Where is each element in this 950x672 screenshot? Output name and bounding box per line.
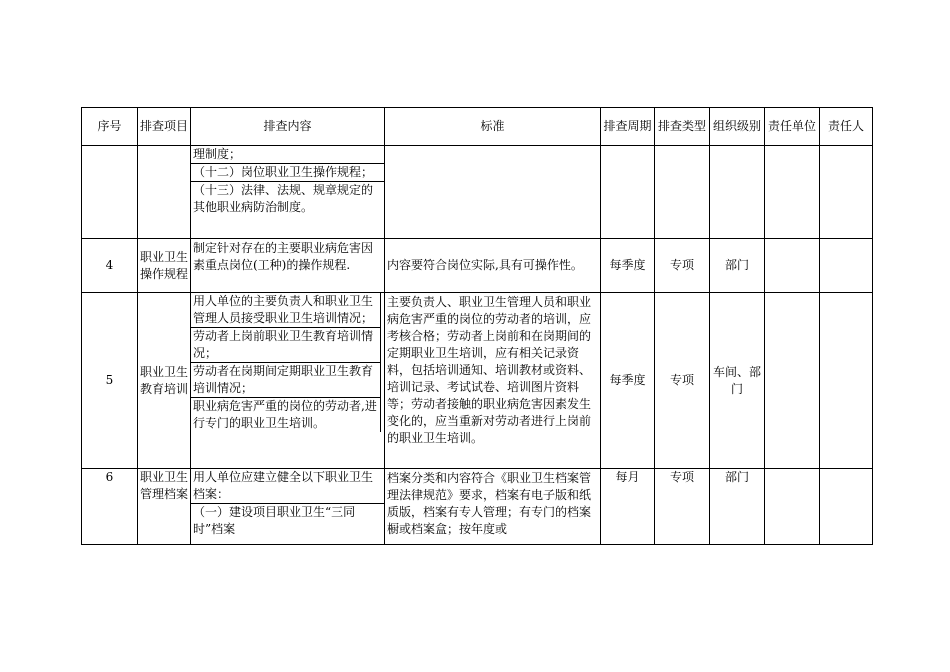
content-item: 劳动者在岗期间定期职业卫生教育培训情况； [191, 363, 381, 398]
cell-content: 制定针对存在的主要职业病危害因素重点岗位(工种)的操作规程. [191, 239, 385, 293]
cell-level: 部门 [710, 469, 765, 545]
content-item: 用人单位应建立健全以下职业卫生档案： [191, 469, 384, 504]
cell-cycle: 每季度 [601, 239, 655, 293]
header-content: 排查内容 [191, 108, 385, 146]
cell-standard: 档案分类和内容符合《职业卫生档案管理法律规范》要求，档案有电子版和纸质版，档案有专人管理；有专门的档案橱或档案盒；按年度或 [385, 469, 601, 545]
inspection-table-page [81, 107, 872, 545]
cell-item: 职业卫生管理档案 [138, 469, 191, 545]
content-item: 职业病危害严重的岗位的劳动者,进行专门的职业卫生培训。 [191, 398, 381, 432]
cell-level: 车间、部门 [710, 293, 765, 469]
table-row-4 [82, 239, 873, 293]
header-unit: 责任单位 [765, 108, 820, 146]
content-item: （十二）岗位职业卫生操作规程； [191, 164, 384, 182]
header-seq: 序号 [82, 108, 138, 146]
cell-item: 职业卫生教育培训 [138, 293, 191, 469]
header-row [82, 108, 873, 146]
cell-unit [765, 239, 820, 293]
cell-cycle: 每月 [601, 469, 655, 545]
cell-standard: 内容要符合岗位实际,具有可操作性。 [385, 239, 601, 293]
cell-person [820, 239, 873, 293]
header-person: 责任人 [820, 108, 873, 146]
cell-content [191, 469, 385, 545]
cell-standard: 主要负责人、职业卫生管理人员和职业病危害严重的岗位的劳动者的培训，应考核合格；劳动者上岗前和在岗期间的定期职业卫生培训，应有相关记录资料，包括培训通知、培训教材或资料、培训记录、考试试卷、培训图片资料等；劳动者接触的职业病危害因素发生变化的，应当重新对劳动者进行上岗前的职业卫生培训。 [385, 293, 601, 469]
cell-unit [765, 146, 820, 239]
cell-type: 专项 [655, 239, 710, 293]
content-item: （一）建设项目职业卫生“三同时”档案 [193, 505, 356, 536]
cell-content [191, 146, 385, 239]
cell-item: 职业卫生操作规程 [138, 239, 191, 293]
cell-type: 专项 [655, 469, 710, 545]
header-item: 排查项目 [138, 108, 191, 146]
cell-item [138, 146, 191, 239]
cell-standard [385, 146, 601, 239]
cell-person [820, 469, 873, 545]
cell-person [820, 146, 873, 239]
cell-unit [765, 469, 820, 545]
cell-seq: 4 [82, 239, 138, 293]
cell-person [820, 293, 873, 469]
cell-cycle: 每季度 [601, 293, 655, 469]
content-item: （十三）法律、法规、规章规定的其他职业病防治制度。 [193, 183, 374, 214]
content-item: 劳动者上岗前职业卫生教育培训情况； [191, 328, 381, 363]
content-item: 理制度； [191, 146, 384, 164]
cell-seq [82, 146, 138, 239]
cell-level [710, 146, 765, 239]
header-standard: 标准 [385, 108, 601, 146]
header-level: 组织级别 [710, 108, 765, 146]
inspection-table [81, 107, 873, 545]
table-row-5 [82, 293, 873, 469]
cell-cycle [601, 146, 655, 239]
cell-level: 部门 [710, 239, 765, 293]
content-item: 用人单位的主要负责人和职业卫生管理人员接受职业卫生培训情况； [191, 293, 381, 328]
cell-seq: 6 [82, 469, 138, 545]
cell-type: 专项 [655, 293, 710, 469]
cell-content [191, 293, 385, 469]
table-row-6 [82, 469, 873, 545]
header-type: 排查类型 [655, 108, 710, 146]
table-row-continued [82, 146, 873, 239]
cell-type [655, 146, 710, 239]
header-cycle: 排查周期 [601, 108, 655, 146]
cell-unit [765, 293, 820, 469]
cell-seq: 5 [82, 293, 138, 469]
